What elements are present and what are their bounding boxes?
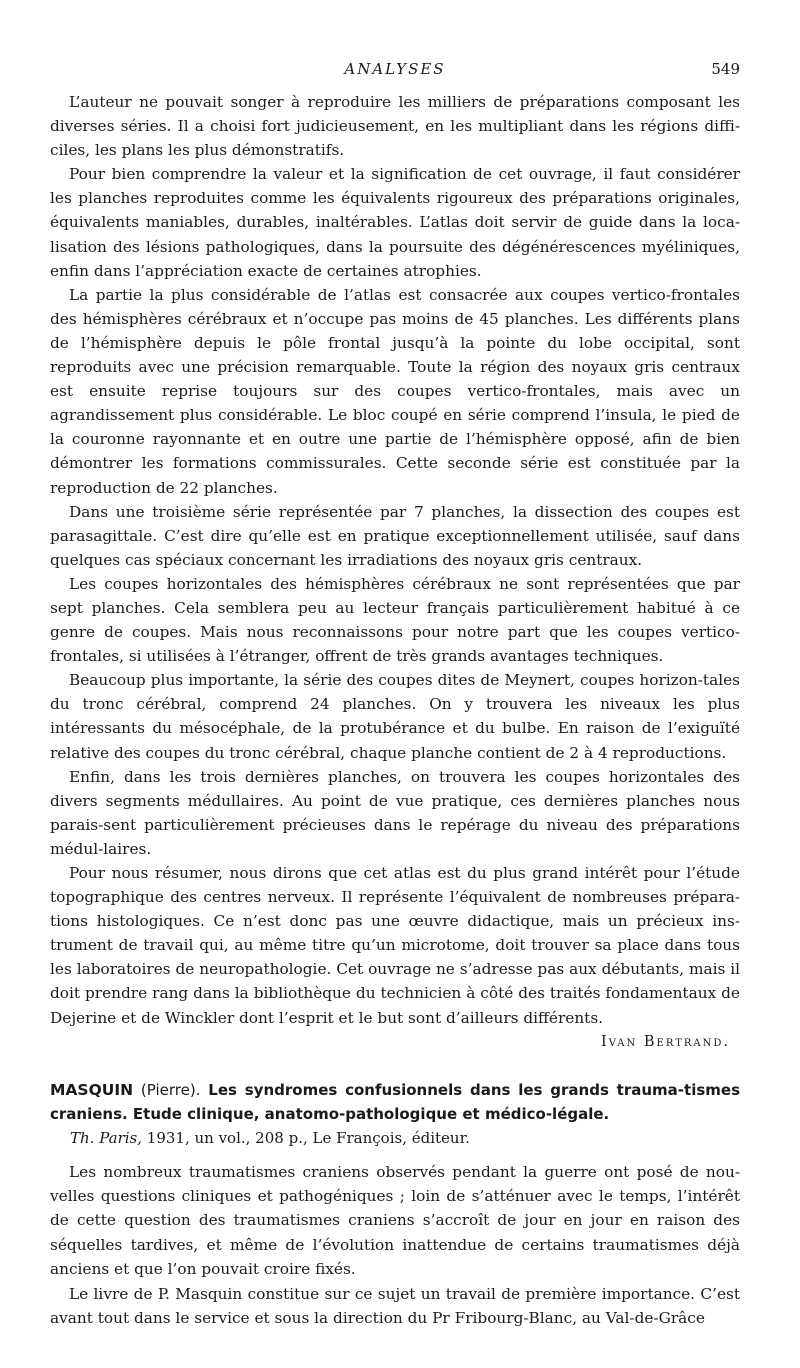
body-paragraph: L’auteur ne pouvait songer à reproduire les milliers de préparations composant les diverses séries. Il a choisi fort judicieusement, en les multipliant dans les régions diffi-ciles, les plans les plus démonstratifs.: [50, 93, 740, 160]
body-paragraph: Les coupes horizontales des hémisphères cérébraux ne sont représentées que par sept planches. Cela semblera peu au lecteur français particulièrement habitué à ce genre de coupes. Mais nous reconnaissons pour notre part que les coupes vertico-frontales, si utilisées à l’étranger, offrent de très grands avantages techniques.: [50, 574, 740, 666]
entry-meta-italic: Th. Paris,: [70, 1128, 142, 1147]
entry-body: [50, 1160, 740, 1331]
entry-meta-rest: 1931, un vol., 208 p., Le François, éditeur.: [146, 1128, 470, 1147]
running-title: ANALYSES: [344, 60, 446, 78]
body-paragraph: La partie la plus considérable de l’atlas est consacrée aux coupes vertico-frontales des hémisphères cérébraux et n’occupe pas moins de 45 planches. Les différents plans de l’hémisphère depuis le pôle frontal jusqu’à la pointe du lobe occipital, sont reproduits avec une précision remarquable. Toute la région des noyaux gris centraux est ensuite reprise toujours sur des coupes vertico-frontales, mais avec un agrandissement plus considérable. Le bloc coupé en série comprend l’insula, le pied de la couronne rayonnante et en outre une partie de l’hémisphère opposé, afin de bien démontrer les formations commissurales. Cette seconde série est constituée par la reproduction de 22 planches.: [50, 285, 740, 497]
body-paragraph: Enfin, dans les trois dernières planches, on trouvera les coupes horizontales des divers segments médullaires. Au point de vue pratique, ces dernières planches nous parais-sent particulièrement précieuses dans le repérage du niveau des préparations médul-laires.: [50, 767, 740, 858]
review-masquin: [50, 1078, 740, 1331]
body-paragraph: Dans une troisième série représentée par 7 planches, la dissection des coupes est parasagittale. C’est dire qu’elle est en pratique exceptionnellement utilisée, sauf dans quelques cas spéciaux concernant les irradiations des noyaux gris centraux.: [50, 502, 740, 569]
reviewer-signature: Ivan Bertrand.: [601, 1033, 730, 1050]
body-paragraph: Pour bien comprendre la valeur et la signification de cet ouvrage, il faut considérer les planches reproduites comme les équivalents rigoureux des préparations originales, équivalents maniables, durables, inaltérables. L’atlas doit servir de guide dans la loca-lisation des lésions pathologiques, dans la poursuite des dégénérescences myéliniques, enfin dans l’appréciation exacte de certaines atrophies.: [50, 165, 740, 280]
body-paragraph: Pour nous résumer, nous dirons que cet atlas est du plus grand intérêt pour l’étude topographique des centres nerveux. Il représente l’équivalent de nombreuses prépara-tions histologiques. Ce n’est donc pas une œuvre didactique, mais un précieux ins-trument de travail qui, au même titre qu’un microtome, doit trouver sa place dans tous les laboratoires de neuropathologie. Cet ouvrage ne s’adresse pas aux débutants, mais il doit prendre rang dans la bibliothèque du technicien à côté des traités fondamentaux de Dejerine et de Winckler dont l’esprit et le but sont d’ailleurs différents.: [50, 864, 740, 1027]
entry-author-first: (Pierre).: [140, 1080, 201, 1099]
running-header: [50, 58, 740, 82]
body-paragraph: Les nombreux traumatismes craniens observés pendant la guerre ont posé de nou-velles questions cliniques et pathogéniques ; loin de s’atténuer avec le temps, l’intérêt de cette question des traumatismes craniens s’accroît de jour en jour en raison des séquelles tardives, et même de l’évolution inattendue de certains traumatismes déjà anciens et que l’on pouvait croire fixés.: [50, 1162, 740, 1279]
body-paragraph: Le livre de P. Masquin constitue sur ce sujet un travail de première importance. C’est avant tout dans le service et sous la direction du Pr Fribourg-Blanc, au Val-de-Grâce: [50, 1284, 740, 1328]
entry-title: Les syndromes confusionnels dans les grands trauma-tismes craniens. Etude clinique, anatomo-pathologique et médico-légale.: [50, 1080, 740, 1123]
review-atlas: [50, 90, 740, 1054]
entry-publication-info: [50, 1126, 740, 1150]
entry-heading: [50, 1078, 740, 1126]
journal-page: [50, 58, 740, 1331]
page-number: 549: [711, 60, 740, 78]
body-paragraph: Beaucoup plus importante, la série des coupes dites de Meynert, coupes horizon-tales du tronc cérébral, comprend 24 planches. On y trouvera les niveaux les plus intéressants du mésocéphale, de la protubérance et du bulbe. En raison de l’exiguïté relative des coupes du tronc cérébral, chaque planche contient de 2 à 4 reproductions.: [50, 671, 740, 762]
entry-author: MASQUIN: [50, 1080, 134, 1099]
